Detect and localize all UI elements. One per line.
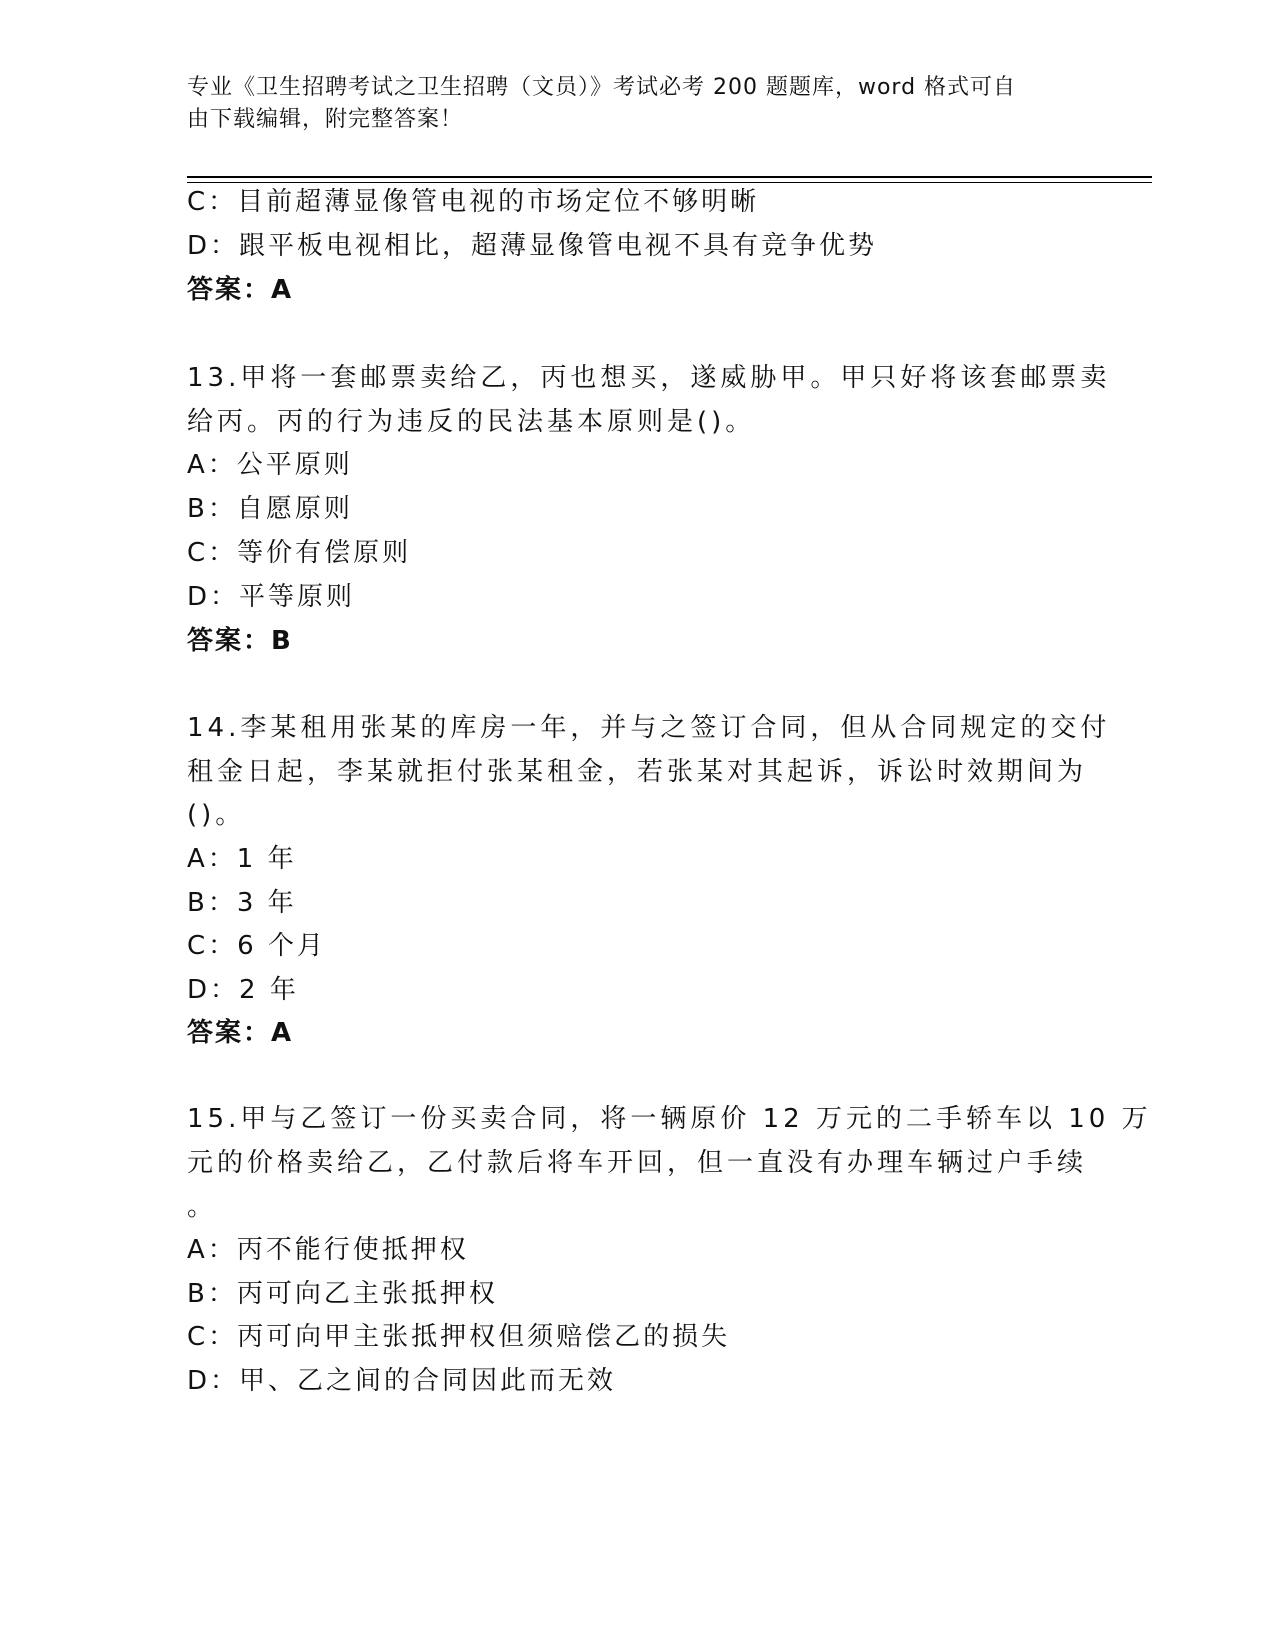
header-title-line-1: 专业《卫生招聘考试之卫生招聘（文员）》考试必考 200 题题库，word 格式可自 (187, 75, 1017, 100)
q14-question-line-3: ()。 (187, 800, 246, 830)
header-divider-thick (187, 176, 1152, 178)
document-header (187, 72, 1067, 136)
q15-question-line-3: 。 (187, 1192, 218, 1222)
q14-question-line-2: 租金日起，李某就拒付张某租金，若张某对其起诉，诉讼时效期间为 (187, 757, 1088, 787)
header-divider-thin (187, 182, 1152, 183)
q13-question-line-1: 13.甲将一套邮票卖给乙，丙也想买，遂威胁甲。甲只好将该套邮票卖 (187, 363, 1111, 393)
q13-option-b: B：自愿原则 (187, 494, 353, 524)
q13-option-d: D：平等原则 (187, 582, 356, 612)
q14-option-c: C：6 个月 (187, 931, 326, 961)
q13-option-a: A：公平原则 (187, 450, 353, 480)
q15-option-d: D：甲、乙之间的合同因此而无效 (187, 1366, 617, 1396)
header-title-line-2: 由下载编辑，附完整答案！ (187, 107, 464, 132)
q14-answer: 答案：A (187, 1018, 294, 1048)
q12-option-d: D：跟平板电视相比，超薄显像管电视不具有竞争优势 (187, 231, 878, 261)
q13-option-c: C：等价有偿原则 (187, 538, 412, 568)
q13-question-line-2: 给丙。丙的行为违反的民法基本原则是()。 (187, 407, 756, 437)
q12-answer: 答案：A (187, 275, 294, 305)
q13-answer: 答案：B (187, 626, 293, 656)
q15-option-c: C：丙可向甲主张抵押权但须赔偿乙的损失 (187, 1322, 731, 1352)
q14-option-b: B：3 年 (187, 888, 297, 918)
q15-question-line-1: 15.甲与乙签订一份买卖合同，将一辆原价 12 万元的二手轿车以 10 万 (187, 1104, 1152, 1134)
q14-option-a: A：1 年 (187, 844, 297, 874)
q15-question-line-2: 元的价格卖给乙，乙付款后将车开回，但一直没有办理车辆过户手续 (187, 1148, 1088, 1178)
q15-option-b: B：丙可向乙主张抵押权 (187, 1279, 498, 1309)
q12-option-c: C：目前超薄显像管电视的市场定位不够明晰 (187, 187, 760, 217)
q14-question-line-1: 14.李某租用张某的库房一年，并与之签订合同，但从合同规定的交付 (187, 713, 1111, 743)
q15-option-a: A：丙不能行使抵押权 (187, 1235, 469, 1265)
q14-option-d: D：2 年 (187, 975, 299, 1005)
